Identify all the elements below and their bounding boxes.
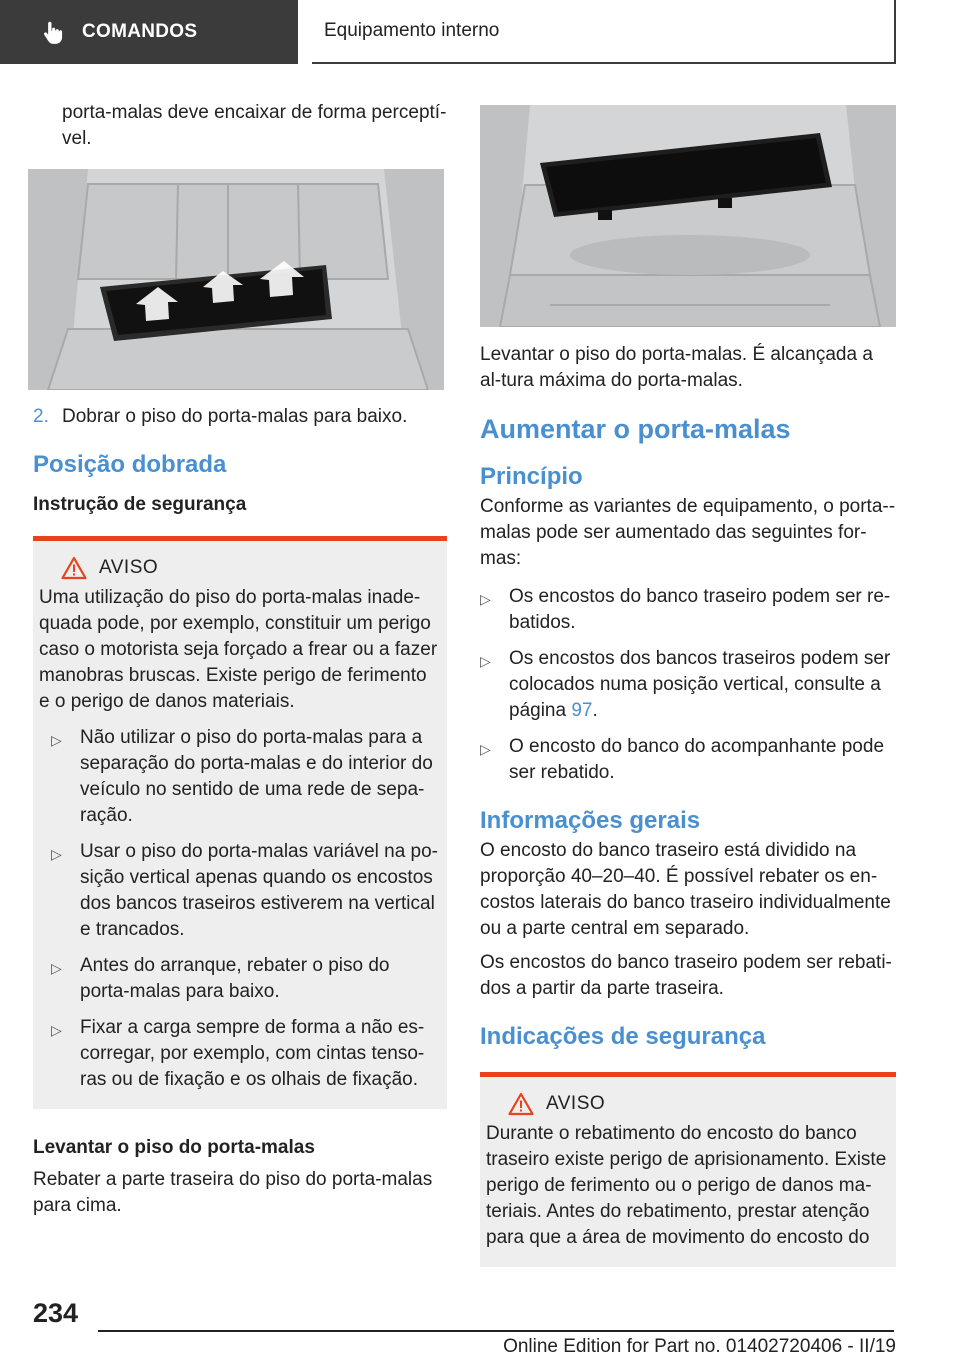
step-2 [33, 404, 447, 430]
warning-title-label: AVISO [546, 1093, 606, 1114]
bullet-triangle-icon: ▷ [51, 732, 62, 748]
heading-levantar: Levantar o piso do porta-malas [33, 1137, 315, 1158]
bullet-triangle-icon: ▷ [51, 960, 62, 976]
warning-item-text: Não utilizar o piso do porta-malas para a separação do porta-malas e do interior do veículo no sentido de uma rede de sepa-ração. [80, 727, 433, 826]
warning-item-text: Fixar a carga sempre de forma a não es-corregar, por exemplo, com cintas tenso-ras ou de fixação e os olhais de fixação. [80, 1017, 425, 1090]
heading-aumentar: Aumentar o porta-malas [480, 414, 791, 444]
heading-indicacoes: Indicações de segurança [480, 1023, 766, 1050]
warning-box-left [33, 536, 447, 1109]
page-link-97[interactable]: 97 [571, 700, 593, 721]
trunk-raised-illustration [480, 105, 896, 327]
warning-box-right [480, 1072, 896, 1267]
bullet-triangle-icon: ▷ [51, 1022, 62, 1038]
list-item [480, 646, 896, 724]
trunk-floor-folded-photo [28, 169, 444, 390]
levantar-text: Rebater a parte traseira do piso do porta-malas para cima. [33, 1169, 433, 1216]
bullet-triangle-icon: ▷ [51, 846, 62, 862]
hand-pointer-icon [40, 19, 66, 45]
warning-item [39, 839, 440, 943]
warning-title-label: AVISO [99, 557, 159, 578]
header-chapter-label: Equipamento interno [324, 20, 500, 41]
step-text: Dobrar o piso do porta-malas para baixo. [62, 406, 408, 427]
page-number: 234 [33, 1298, 79, 1328]
intro-text: porta-malas deve encaixar de forma perceptí-vel. [62, 102, 447, 149]
warning-item [39, 953, 440, 1005]
header-chapter [312, 0, 896, 64]
warning-item [39, 1015, 440, 1093]
footer-divider [98, 1330, 894, 1332]
list-item-text: O encosto do banco do acompanhante pode ser rebatido. [509, 736, 885, 783]
list-item-suffix: . [592, 700, 598, 721]
list-item-content [509, 646, 896, 724]
warning-item-text: Usar o piso do porta-malas variável na po-sição vertical apenas quando os encostos dos bancos traseiros estiverem na vertical e trancados. [80, 841, 439, 940]
list-item [480, 734, 896, 786]
info-paragraph-2: Os encostos do banco traseiro podem ser rebati-dos a partir da parte traseira. [480, 952, 892, 999]
footer-edition: Online Edition for Part no. 01402720406 - II/19 [503, 1336, 896, 1357]
warning-body: Uma utilização do piso do porta-malas inade-quada pode, por exemplo, constituir um perigo caso o motorista seja forçado a frear ou a fazer manobras bruscas. Existe perigo de ferimento e o perigo de danos materiais. [39, 587, 438, 712]
warning-item [39, 725, 440, 829]
list-item [480, 584, 896, 636]
heading-instrucao-seguranca: Instrução de segurança [33, 494, 247, 515]
header-section-label: COMANDOS [82, 21, 198, 42]
heading-posicao-dobrada: Posição dobrada [33, 451, 227, 478]
heading-principio: Princípio [480, 463, 583, 490]
heading-informacoes: Informações gerais [480, 807, 701, 834]
warning-title [39, 555, 440, 581]
trunk-illustration [28, 169, 444, 390]
warning-body: Durante o rebatimento do encosto do banco traseiro existe perigo de aprisionamento. Existe perigo de ferimento ou o perigo de danos ma-teriais. Antes do rebatimento, prestar atenção para que a área de movimento do encosto do [486, 1123, 887, 1248]
photo-caption: Levantar o piso do porta-malas. É alcançada a al-tura máxima do porta-malas. [480, 344, 873, 391]
warning-triangle-icon [508, 1092, 534, 1116]
warning-item-text: Antes do arranque, rebater o piso do porta-malas para baixo. [80, 955, 390, 1002]
bullet-triangle-icon: ▷ [480, 741, 491, 757]
header-section-tab [0, 0, 298, 64]
list-item-text: Os encostos do banco traseiro podem ser re-batidos. [509, 586, 891, 633]
warning-title [486, 1091, 889, 1117]
principio-text: Conforme as variantes de equipamento, o porta--malas pode ser aumentado das seguintes for-mas: [480, 496, 896, 569]
warning-triangle-icon [61, 556, 87, 580]
info-paragraph-1: O encosto do banco traseiro está dividido na proporção 40–20–40. É possível rebater os en-costos laterais do banco traseiro individualmente ou a parte central em separado. [480, 840, 891, 939]
bullet-triangle-icon: ▷ [480, 591, 491, 607]
list-item-text: Os encostos dos bancos traseiros podem ser colocados numa posição vertical, consulte a página [509, 648, 891, 721]
bullet-triangle-icon: ▷ [480, 653, 491, 669]
right-column [480, 100, 896, 1267]
left-column [33, 100, 447, 1219]
step-number: 2. [33, 406, 49, 427]
trunk-floor-raised-photo [480, 105, 896, 327]
